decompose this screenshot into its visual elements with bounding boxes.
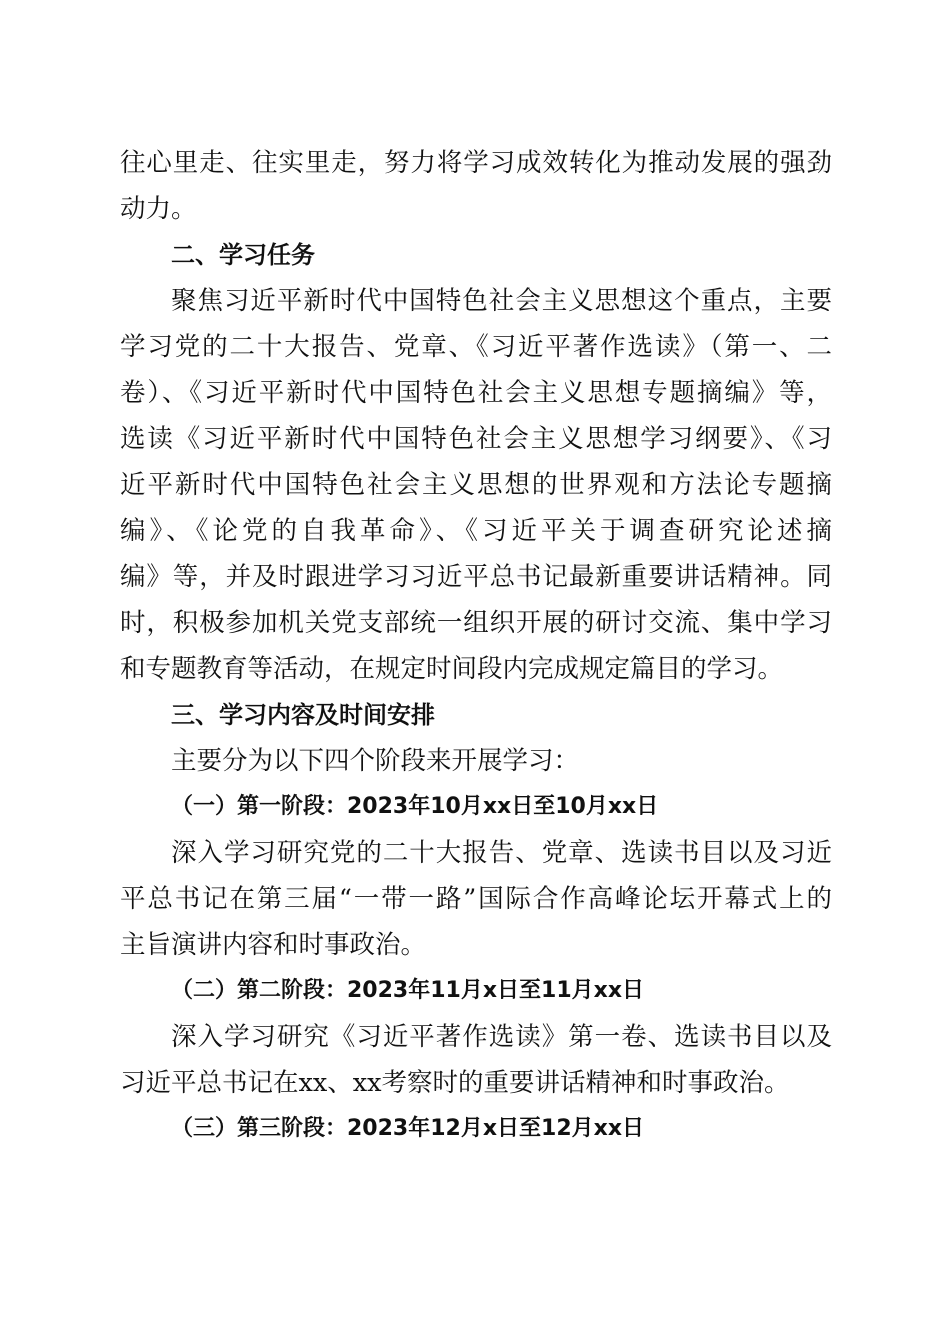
body-text-line: 卷）、《习近平新时代中国特色社会主义思想专题摘编》等，: [120, 378, 832, 408]
body-text-line: 平总书记在第三届“一带一路”国际合作高峰论坛开幕式上的: [120, 884, 832, 914]
body-text-line: 深入学习研究《习近平著作选读》第一卷、选读书目以及: [171, 1022, 832, 1052]
section-heading-learning-tasks: 二、学习任务: [171, 241, 315, 269]
body-text-line: 学习党的二十大报告、党章、《习近平著作选读》（第一、二: [120, 332, 832, 362]
body-text-line: 选读《习近平新时代中国特色社会主义思想学习纲要》、《习: [120, 424, 832, 454]
body-text-line: 编》、《论党的自我革命》、《习近平关于调查研究论述摘: [120, 516, 832, 546]
body-text-line: 深入学习研究党的二十大报告、党章、选读书目以及习近: [171, 838, 832, 868]
stage-one-heading: （一）第一阶段：2023年10月xx日至10月xx日: [171, 794, 659, 819]
body-text-line: 习近平总书记在xx、xx考察时的重要讲话精神和时事政治。: [120, 1068, 790, 1098]
body-text-line: 主旨演讲内容和时事政治。: [120, 930, 427, 960]
body-text-line: 时，积极参加机关党支部统一组织开展的研讨交流、集中学习: [120, 608, 832, 638]
body-text-line: 往心里走、往实里走，努力将学习成效转化为推动发展的强劲: [120, 148, 832, 178]
body-text-line: 编》等，并及时跟进学习习近平总书记最新重要讲话精神。同: [120, 562, 832, 592]
body-text-line: 主要分为以下四个阶段来开展学习：: [171, 746, 580, 776]
stage-two-heading: （二）第二阶段：2023年11月x日至11月xx日: [171, 978, 645, 1003]
stage-three-heading: （三）第三阶段：2023年12月x日至12月xx日: [171, 1116, 645, 1141]
section-heading-content-schedule: 三、学习内容及时间安排: [171, 701, 435, 729]
body-text-line: 和专题教育等活动，在规定时间段内完成规定篇目的学习。: [120, 654, 784, 684]
body-text-line: 近平新时代中国特色社会主义思想的世界观和方法论专题摘: [120, 470, 832, 500]
body-text-line: 聚焦习近平新时代中国特色社会主义思想这个重点，主要: [171, 286, 832, 316]
body-text-line: 动力。: [120, 194, 197, 224]
